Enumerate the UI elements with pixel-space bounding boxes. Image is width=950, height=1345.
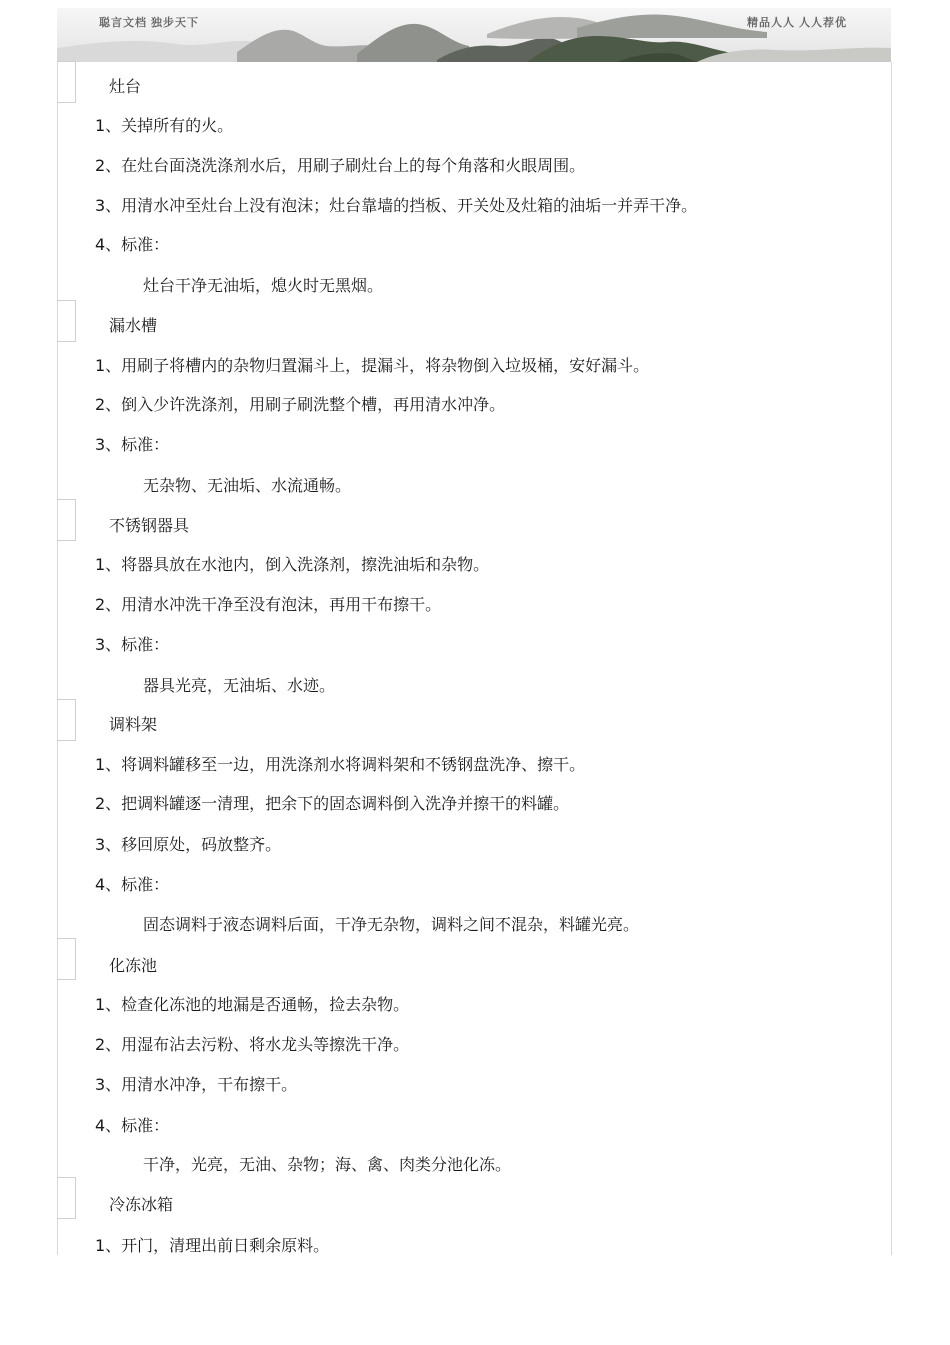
section-title: 漏水槽 — [109, 316, 158, 335]
list-item: 1、将调料罐移至一边，用洗涤剂水将调料架和不锈钢盘洗净、擦干。 — [95, 755, 586, 774]
section-title: 化冻池 — [109, 956, 158, 975]
header-banner — [57, 8, 891, 62]
list-item: 3、用清水冲净，干布擦干。 — [95, 1075, 298, 1094]
section-marker — [57, 61, 76, 103]
section-title: 灶台 — [109, 77, 142, 96]
list-item: 1、开门，清理出前日剩余原料。 — [95, 1236, 330, 1255]
list-item: 1、检查化冻池的地漏是否通畅，捡去杂物。 — [95, 995, 410, 1014]
page-frame-right — [891, 62, 892, 1255]
page-frame-left — [57, 62, 58, 1255]
list-item: 1、用刷子将槽内的杂物归置漏斗上，提漏斗，将杂物倒入垃圾桶，安好漏斗。 — [95, 356, 650, 375]
standard-text: 固态调料于液态调料后面，干净无杂物，调料之间不混杂，料罐光亮。 — [143, 915, 640, 934]
list-item: 2、倒入少许洗涤剂，用刷子刷洗整个槽，再用清水冲净。 — [95, 395, 506, 414]
section-title: 冷冻冰箱 — [109, 1195, 174, 1214]
list-item: 4、标准： — [95, 235, 170, 254]
list-item: 1、关掉所有的火。 — [95, 116, 234, 135]
banner-text-left-1: 聪言文档 — [99, 16, 147, 29]
list-item: 1、将器具放在水池内，倒入洗涤剂，擦洗油垢和杂物。 — [95, 555, 490, 574]
section-marker — [57, 938, 76, 980]
section-marker — [57, 300, 76, 342]
list-item: 2、把调料罐逐一清理，把余下的固态调料倒入洗净并擦干的料罐。 — [95, 794, 570, 813]
standard-text: 灶台干净无油垢，熄火时无黑烟。 — [143, 276, 384, 295]
banner-text-right-1: 精品人人 — [747, 16, 795, 29]
banner-text-left-2: 独步天下 — [151, 16, 199, 29]
section-marker — [57, 1177, 76, 1219]
standard-text: 器具光亮，无油垢、水迹。 — [143, 676, 336, 695]
list-item: 3、用清水冲至灶台上没有泡沫；灶台靠墙的挡板、开关处及灶箱的油垢一并弄干净。 — [95, 196, 698, 215]
section-title: 不锈钢器具 — [109, 516, 190, 535]
list-item: 2、用湿布沾去污粉、将水龙头等擦洗干净。 — [95, 1035, 410, 1054]
list-item: 2、用清水冲洗干净至没有泡沫，再用干布擦干。 — [95, 595, 442, 614]
list-item: 4、标准： — [95, 875, 170, 894]
list-item: 3、标准： — [95, 435, 170, 454]
list-item: 2、在灶台面浇洗涤剂水后，用刷子刷灶台上的每个角落和火眼周围。 — [95, 156, 586, 175]
list-item: 4、标准： — [95, 1116, 170, 1135]
list-item: 3、标准： — [95, 635, 170, 654]
section-marker — [57, 699, 76, 741]
standard-text: 无杂物、无油垢、水流通畅。 — [143, 476, 352, 495]
section-marker — [57, 499, 76, 541]
banner-text-right-2: 人人荐优 — [799, 16, 847, 29]
standard-text: 干净，光亮，无油、杂物；海、禽、肉类分池化冻。 — [143, 1155, 512, 1174]
list-item: 3、移回原处，码放整齐。 — [95, 835, 282, 854]
section-title: 调料架 — [109, 715, 158, 734]
